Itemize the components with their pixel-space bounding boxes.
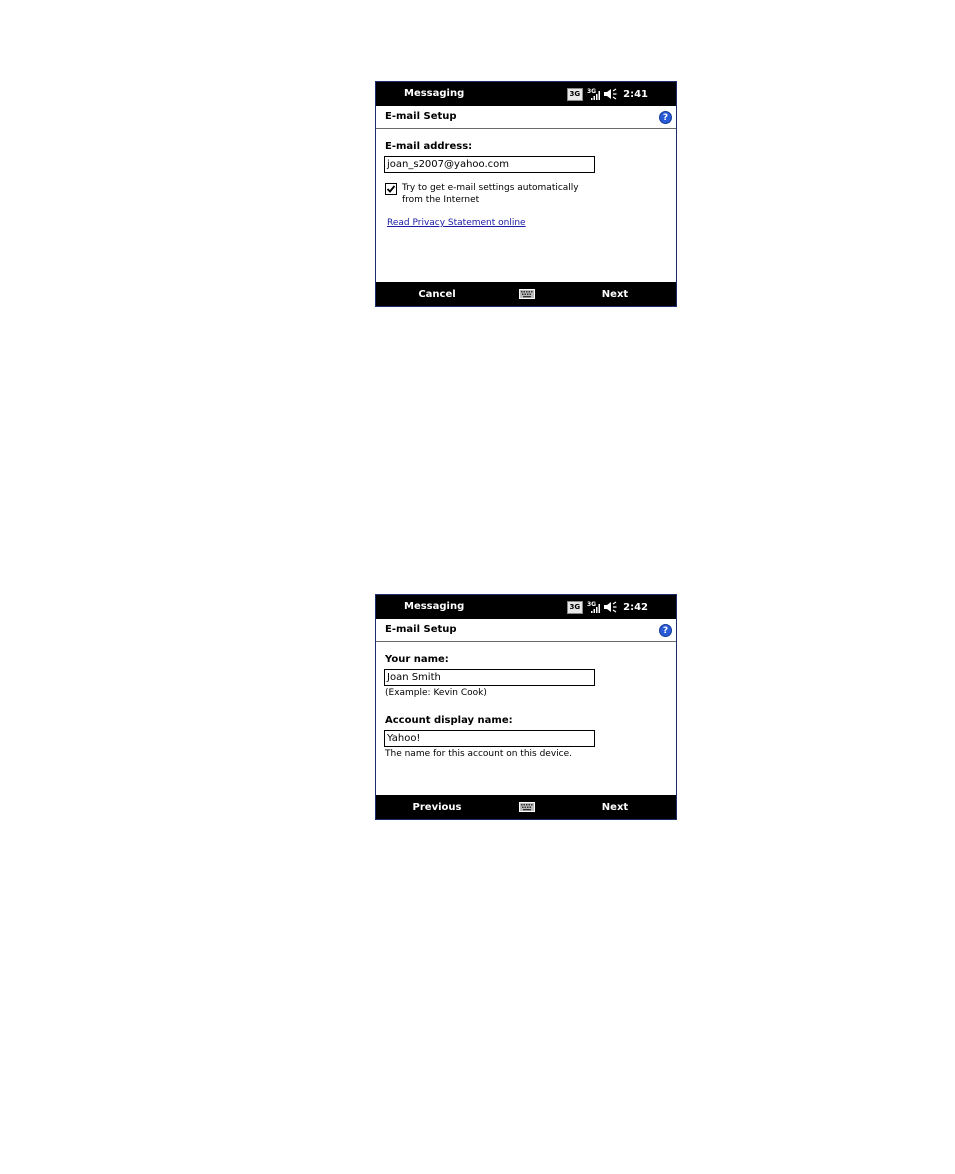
email-setup-screen-name bbox=[375, 594, 677, 820]
help-icon[interactable]: ? bbox=[659, 111, 672, 124]
3g-icon: 3G bbox=[567, 88, 584, 101]
svg-text:3G: 3G bbox=[587, 601, 597, 608]
status-bar[interactable] bbox=[376, 82, 676, 106]
keyboard-icon[interactable] bbox=[519, 289, 535, 299]
auto-settings-checkbox[interactable] bbox=[385, 183, 397, 195]
account-display-name-label: Account display name: bbox=[385, 715, 513, 726]
email-address-field[interactable]: joan_s2007@yahoo.com bbox=[384, 156, 595, 173]
page-title: E-mail Setup bbox=[385, 624, 457, 635]
checkmark-icon bbox=[386, 184, 396, 194]
your-name-hint: (Example: Kevin Cook) bbox=[385, 688, 487, 698]
email-address-label: E-mail address: bbox=[385, 141, 473, 152]
title-bar bbox=[376, 106, 676, 129]
3g-icon: 3G bbox=[567, 601, 584, 614]
privacy-statement-link[interactable]: Read Privacy Statement online bbox=[387, 218, 526, 228]
account-display-name-field[interactable]: Yahoo! bbox=[384, 730, 595, 747]
page-title: E-mail Setup bbox=[385, 111, 457, 122]
auto-settings-label-line1: Try to get e-mail settings automatically bbox=[402, 183, 579, 193]
softkey-bar bbox=[376, 282, 676, 306]
keyboard-icon[interactable] bbox=[519, 802, 535, 812]
svg-text:3G: 3G bbox=[587, 88, 597, 95]
title-bar bbox=[376, 619, 676, 642]
next-button[interactable]: Next bbox=[601, 802, 629, 813]
signal-icon bbox=[587, 600, 600, 614]
previous-button[interactable]: Previous bbox=[412, 802, 462, 813]
volume-icon bbox=[604, 88, 617, 100]
status-icons[interactable] bbox=[567, 87, 649, 101]
status-bar[interactable] bbox=[376, 595, 676, 619]
email-setup-screen-address bbox=[375, 81, 677, 307]
auto-settings-label-line2: from the Internet bbox=[402, 195, 480, 205]
account-display-name-hint: The name for this account on this device. bbox=[385, 749, 572, 759]
volume-icon bbox=[604, 601, 617, 613]
app-title[interactable]: Messaging bbox=[404, 601, 465, 612]
help-icon[interactable]: ? bbox=[659, 624, 672, 637]
clock: 2:41 bbox=[623, 88, 648, 100]
next-button[interactable]: Next bbox=[601, 289, 629, 300]
your-name-field[interactable]: Joan Smith bbox=[384, 669, 595, 686]
app-title[interactable]: Messaging bbox=[404, 88, 465, 99]
status-icons[interactable] bbox=[567, 600, 649, 614]
clock: 2:42 bbox=[623, 601, 648, 613]
signal-icon bbox=[587, 87, 600, 101]
auto-settings-label[interactable] bbox=[402, 182, 602, 206]
your-name-label: Your name: bbox=[385, 654, 449, 665]
cancel-button[interactable]: Cancel bbox=[418, 289, 456, 300]
softkey-bar bbox=[376, 795, 676, 819]
